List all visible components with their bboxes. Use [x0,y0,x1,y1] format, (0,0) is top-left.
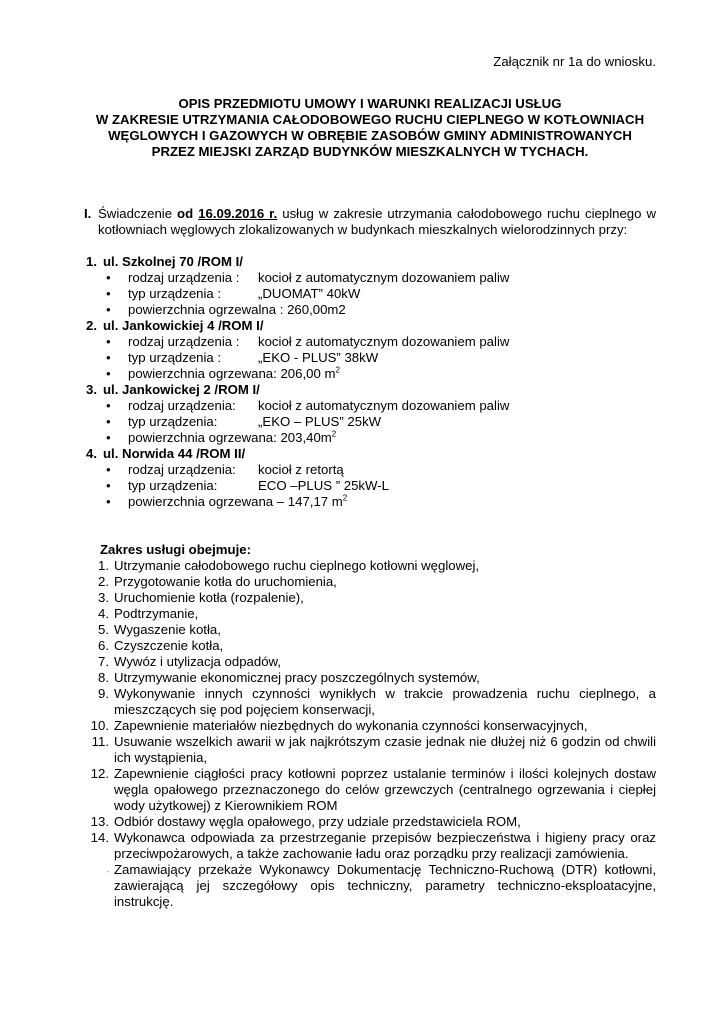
scope-item-text: Wykonawca odpowiada za przestrzeganie przepisów bezpieczeństwa i higieny pracy oraz przeciwpożarowych, a także zachowanie ładu oraz porządku przy realizacji zamówienia. [114,830,656,861]
scope-item [84,558,656,574]
detail-value: „EKO - PLUS” 38kW [258,350,379,365]
scope-item-number: 12. [90,766,109,781]
detail-key: typ urządzenia: [128,478,218,493]
location-detail [86,494,646,510]
location-detail [86,350,646,366]
scope-item [84,814,656,830]
scope-item [84,734,656,766]
scope-item-text: Zapewnienie ciągłości pracy kotłowni poprzez ustalanie terminów i ilości kolejnych dostaw węgla opałowego przeznaczonego do celów grzewczych (centralnego ogrzewania i ciepłej wody użytkowej) z Kierownikiem ROM [114,766,656,813]
bullet-icon: • [106,398,111,413]
scope-item-number: 14. [90,830,109,845]
location-detail [86,414,646,430]
title-line: OPIS PRZEDMIOTU UMOWY I WARUNKI REALIZACJI USŁUG [178,96,562,111]
superscript: 2 [342,493,348,503]
detail-text: powierzchnia ogrzewalna : 260,00m2 [128,302,346,317]
bullet-icon: • [106,302,111,317]
scope-item-text: Wykonywanie innych czynności wynikłych w trakcie prowadzenia ruchu cieplnego, a mieszczących się pod pojęciem konserwacji, [114,686,656,717]
scope-item [84,654,656,670]
scope-item-text: Podtrzymanie, [114,606,199,621]
scope-item-text: Zamawiający przekaże Wykonawcy Dokumentację Techniczno-Ruchową (DTR) kotłowni, zawierającą jej szczegółowy opis techniczny, parametry techniczno-eksploatacyjne, instrukcję. [114,862,656,909]
location-detail [86,430,646,446]
scope-item-text: Odbiór dostawy węgla opałowego, przy udziale przedstawiciela ROM, [114,814,521,829]
section-number: I. [84,206,92,221]
location-detail [86,478,646,494]
bullet-icon: • [106,286,111,301]
scope-item-text: Zapewnienie materiałów niezbędnych do wykonania czynności konserwacyjnych, [114,718,588,733]
location-detail [86,366,646,382]
superscript: 2 [335,365,340,375]
location-detail [86,334,646,350]
document-title [80,96,660,160]
scope-item [84,590,656,606]
scope-item-number: 10. [90,718,109,733]
location-detail [86,270,646,286]
scope-item-text: Przygotowanie kotła do uruchomienia, [114,574,337,589]
scope-item-number: 7. [98,654,109,669]
location-number: 1. [86,254,97,269]
bullet-icon: • [106,430,111,445]
scope-list [84,558,656,910]
section-text: usług w zakresie utrzymania całodobowego ruchu cieplnego w kotłowniach węglowych zlokalizowanych w budynkach mieszkalnych wielorodzinnych przy: [98,206,656,237]
scope-item-number: - [106,867,109,876]
section-text: Świadczenie [98,206,178,221]
scope-item-number: 5. [98,622,109,637]
detail-value: „DUOMAT” 40kW [258,286,361,301]
scope-item-text: Wywóz i utylizacja odpadów, [114,654,282,669]
locations-list [86,254,646,510]
scope-item [84,830,656,862]
location-detail [86,398,646,414]
detail-key: rodzaj urządzenia : [128,270,240,285]
superscript: 2 [331,429,337,439]
detail-key: typ urządzenia : [128,286,222,301]
scope-item-text: Uruchomienie kotła (rozpalenie), [114,590,304,605]
scope-item [84,718,656,734]
detail-key: rodzaj urządzenia: [128,462,236,477]
location-heading [86,446,646,462]
location-detail [86,302,646,318]
annex-note: Załącznik nr 1a do wniosku. [493,54,656,69]
detail-key: rodzaj urządzenia : [128,334,240,349]
scope-item [84,606,656,622]
detail-key: typ urządzenia : [128,350,222,365]
detail-value: kocioł z automatycznym dozowaniem paliw [258,398,510,413]
location-detail [86,462,646,478]
location-detail [86,286,646,302]
location-heading [86,382,646,398]
scope-item-number: 1. [98,558,109,573]
location-name: ul. Szkolnej 70 /ROM I/ [103,254,243,269]
bullet-icon: • [106,270,111,285]
location-heading [86,318,646,334]
start-date: 16.09.2016 r. [198,206,278,221]
scope-item-text: Utrzymanie całodobowego ruchu cieplnego kotłowni węglowej, [114,558,480,573]
bullet-icon: • [106,350,111,365]
detail-key: typ urządzenia: [128,414,218,429]
scope-item [84,862,656,910]
scope-item [84,766,656,814]
location-number: 4. [86,446,97,461]
scope-item-number: 11. [91,734,109,749]
scope-item [84,686,656,718]
scope-item-number: 4. [98,606,109,621]
section-od: od [177,206,199,221]
detail-text: powierzchnia ogrzewana: $203,40m^2$ [128,429,337,445]
scope-item-number: 8. [98,670,109,685]
bullet-icon: • [106,462,111,477]
scope-item-number: 6. [98,638,109,653]
title-line: PRZEZ MIEJSKI ZARZĄD BUDYNKÓW MIESZKALNYCH W TYCHACH. [151,144,589,159]
scope-item [84,638,656,654]
scope-title: Zakres usługi obejmuje: [100,542,251,557]
location-number: 3. [86,382,97,397]
detail-value: kocioł z retortą [258,462,344,477]
location-name: ul. Norwida 44 /ROM II/ [103,446,246,461]
bullet-icon: • [106,334,111,349]
scope-item-number: 13. [90,814,109,829]
scope-item-text: Czyszczenie kotła, [114,638,224,653]
detail-text: powierzchnia ogrzewana – 147,17 $m^2$ [128,493,348,509]
title-line: WĘGLOWYCH I GAZOWYCH W OBRĘBIE ZASOBÓW GMINY ADMINISTROWANYCH [108,128,632,143]
location-heading [86,254,646,270]
scope-item [84,670,656,686]
detail-key: rodzaj urządzenia: [128,398,236,413]
scope-item [84,622,656,638]
bullet-icon: • [106,478,111,493]
detail-value: ECO –PLUS ” 25kW-L [258,478,389,493]
location-name: ul. Jankowickiej 4 /ROM I/ [103,318,264,333]
detail-value: kocioł z automatycznym dozowaniem paliw [258,334,510,349]
detail-value: „EKO – PLUS” 25kW [258,414,382,429]
location-name: ul. Jankowickej 2 /ROM I/ [103,382,260,397]
scope-item-text: Utrzymywanie ekonomicznej pracy poszczególnych systemów, [114,670,480,685]
scope-item-text: Wygaszenie kotła, [114,622,221,637]
scope-item-number: 2. [98,574,109,589]
detail-text: powierzchnia ogrzewana: 206,00 $m^2$ [128,365,340,381]
location-number: 2. [86,318,97,333]
scope-item-text: Usuwanie wszelkich awarii w jak najkrótszym czasie jednak nie dłużej niż 6 godzin od chwili ich wystąpienia, [114,734,656,765]
bullet-icon: • [106,366,111,381]
scope-item-number: 9. [98,686,109,701]
detail-value: kocioł z automatycznym dozowaniem paliw [258,270,510,285]
bullet-icon: • [106,494,111,509]
section-1-paragraph [98,206,656,238]
title-line: W ZAKRESIE UTRZYMANIA CAŁODOBOWEGO RUCHU CIEPLNEGO W KOTŁOWNIACH [95,112,645,127]
section-1 [84,206,656,238]
bullet-icon: • [106,414,111,429]
scope-item-number: 3. [98,590,109,605]
scope-item [84,574,656,590]
